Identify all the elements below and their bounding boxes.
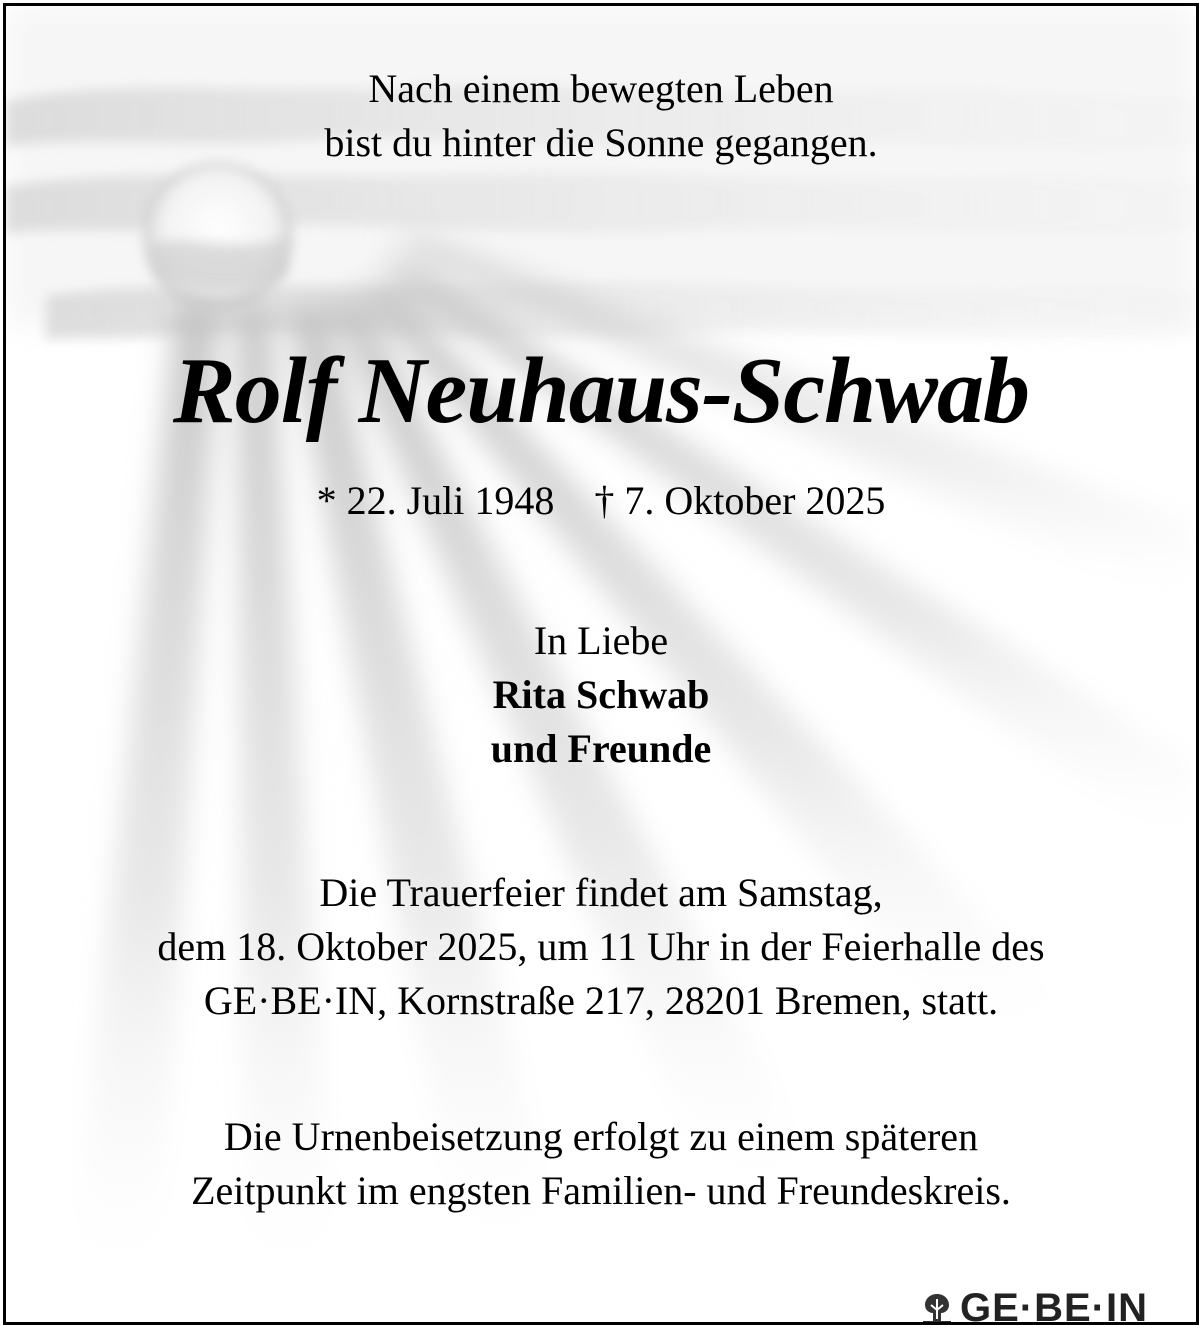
urn-burial-info [6, 1110, 1196, 1218]
birth-date: * 22. Juli 1948 [316, 478, 555, 523]
death-date: † 7. Oktober 2025 [594, 478, 886, 523]
tree-icon [920, 1291, 954, 1325]
service-line-3: GE·BE·IN, Kornstraße 217, 28201 Bremen, statt. [203, 978, 999, 1023]
motto-line-2: bist du hinter die Sonne gegangen. [324, 120, 878, 165]
logo-text: GE·BE·IN [960, 1286, 1148, 1325]
motto [6, 62, 1196, 170]
mourner-others: und Freunde [490, 726, 712, 771]
mourners-intro: In Liebe [533, 618, 669, 663]
funeral-service-info [6, 866, 1196, 1028]
service-line-1: Die Trauerfeier findet am Samstag, [319, 870, 883, 915]
deceased-name: Rolf Neuhaus-Schwab [173, 339, 1029, 443]
gebein-logo [912, 1288, 1156, 1325]
mourner-name: Rita Schwab [492, 672, 710, 717]
burial-line-2: Zeitpunkt im engsten Familien- und Freundeskreis. [191, 1168, 1011, 1213]
service-line-2: dem 18. Oktober 2025, um 11 Uhr in der Feierhalle des [157, 924, 1045, 969]
burial-line-1: Die Urnenbeisetzung erfolgt zu einem späteren [223, 1114, 979, 1159]
life-dates [6, 474, 1196, 528]
motto-line-1: Nach einem bewegten Leben [368, 66, 834, 111]
mourners [6, 614, 1196, 776]
obituary-notice [3, 3, 1199, 1325]
